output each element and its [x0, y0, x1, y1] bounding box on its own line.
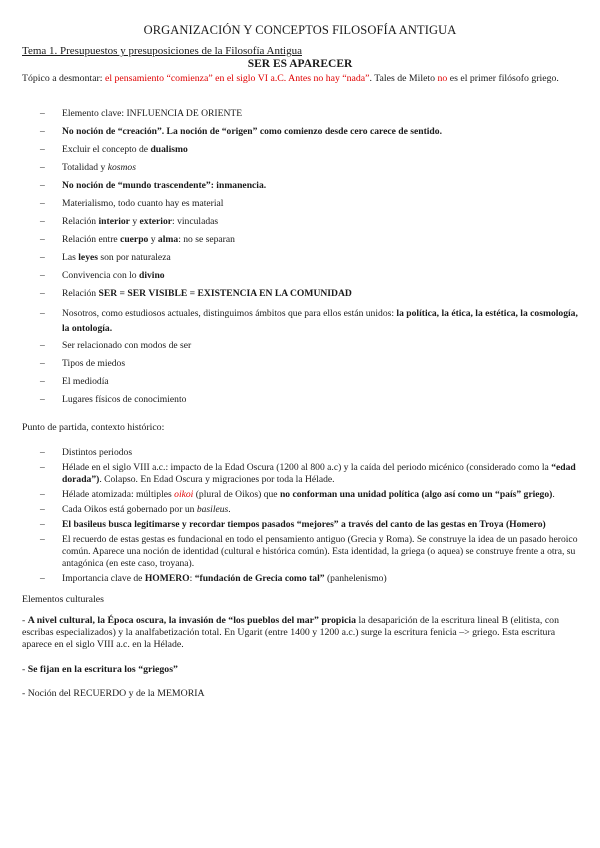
dash-bullet: – — [40, 180, 45, 191]
dash-bullet: – — [40, 358, 45, 369]
list-item — [22, 519, 582, 531]
list-item — [22, 462, 582, 486]
section-heading: SER ES APARECER — [247, 58, 353, 70]
list-item-bold: dualismo — [150, 144, 188, 155]
intro-paragraph — [22, 73, 582, 85]
page-title: ORGANIZACIÓN Y CONCEPTOS FILOSOFÍA ANTIGUA — [143, 23, 457, 37]
list-item-text: . — [228, 504, 231, 515]
list-item — [22, 234, 582, 246]
dash-bullet: – — [40, 489, 45, 500]
list-item — [22, 144, 582, 156]
list-item-text: son por naturaleza — [97, 252, 171, 263]
dash-bullet: – — [40, 234, 45, 245]
list-item-text: Relación entre — [62, 234, 121, 245]
dash-bullet: – — [40, 288, 45, 299]
list-item — [22, 198, 582, 210]
list-item-text: Cada Oikos está gobernado por un — [62, 504, 197, 515]
intro-middle: . Tales de Mileto — [369, 73, 438, 84]
paragraph-text: - — [22, 664, 28, 675]
paragraph-text: - — [22, 615, 28, 626]
list-item-text: Relación — [62, 288, 99, 299]
dash-bullet: – — [40, 198, 45, 209]
list-item-bold: la política, la ética, la estética, la cosmología, la ontología. — [62, 308, 578, 334]
cultural-label: Elementos culturales — [22, 594, 104, 605]
key-ideas-list — [22, 108, 582, 406]
list-item-bold: SER = SER VISIBLE = EXISTENCIA EN LA COMUNIDAD — [98, 288, 352, 299]
list-item-text: Relación — [62, 216, 99, 227]
list-item-bold: “edad dorada”) — [62, 462, 576, 485]
intro-red-text: el pensamiento “comienza” en el siglo VI a.C. Antes no hay “nada” — [104, 73, 370, 84]
list-item-text: : — [189, 573, 195, 584]
list-item — [22, 447, 582, 459]
list-item-text: Hélade atomizada: múltiples — [62, 489, 175, 500]
list-item-text: y — [148, 234, 158, 245]
list-item-bold: alma — [157, 234, 179, 245]
list-item-text: No noción de “creación”. La noción de “origen” como comienzo desde cero carece de sentido. — [62, 126, 442, 137]
list-item — [22, 573, 582, 585]
list-item-text: Excluir el concepto de — [62, 144, 151, 155]
list-item — [22, 358, 582, 370]
list-item — [22, 252, 582, 264]
paragraph-bold: Se fijan en la escritura los “griegos” — [27, 664, 178, 675]
list-item-text: El mediodía — [62, 376, 109, 387]
list-item-bold: interior — [98, 216, 130, 227]
intro-prefix: Tópico a desmontar: — [22, 73, 105, 84]
list-item-text: Materialismo, todo cuanto hay es material — [62, 198, 224, 209]
dash-bullet: – — [40, 394, 45, 405]
list-item-bold: leyes — [78, 252, 98, 263]
cultural-paragraph-1 — [22, 615, 582, 651]
list-item — [22, 126, 582, 138]
paragraph-text: la desaparición de la escritura lineal B (elitista, con escribas especializados) y la analfabetización total. En Ugarit (entre 1400 y 1200 a.c.) surge la escritura fenicia –> griego. Esta escritura aparece en el siglo VIII a.c. en la Hélade. — [22, 615, 559, 650]
list-item-text: Totalidad y — [62, 162, 108, 173]
dash-bullet: – — [40, 573, 45, 584]
list-item-bold: : inmanencia. — [210, 180, 267, 191]
list-item-text: : vinculadas — [172, 216, 219, 227]
intro-red-no: no — [437, 73, 448, 84]
list-item-bold: HOMERO — [144, 573, 190, 584]
list-item-text: Las — [62, 252, 79, 263]
list-item — [22, 489, 582, 501]
dash-bullet: – — [40, 252, 45, 263]
cultural-paragraph-3: - Noción del RECUERDO y de la MEMORIA — [22, 688, 205, 699]
dash-bullet: – — [40, 308, 45, 319]
list-item-text: Elemento clave: INFLUENCIA DE ORIENTE — [62, 108, 243, 119]
dash-bullet: – — [40, 126, 45, 137]
intro-suffix: es el primer filósofo griego. — [447, 73, 559, 84]
list-item-text: Ser relacionado con modos de ser — [62, 340, 192, 351]
list-item — [22, 340, 582, 352]
list-item-bold: divino — [139, 270, 165, 281]
list-item-text: : no se separan — [178, 234, 235, 245]
list-item — [22, 162, 582, 174]
list-item-text: Nosotros, como estudiosos actuales, distinguimos ámbitos que para ellos están unidos: — [62, 308, 397, 319]
list-item — [22, 306, 582, 336]
dash-bullet: – — [40, 534, 45, 545]
list-item-bold: El basileus busca legitimarse y recordar tiempos pasados “mejores” a través del canto de las gestas en Troya (Homero) — [62, 519, 546, 530]
list-item-text: El recuerdo de estas gestas es fundacional en todo el pensamiento antiguo (Grecia y Roma). Se construye la idea de un pasado heroico común. Aparece una noción de identidad (cultural e histórica común). Esta identidad, la griega (o aquea) se construye frente a otra, su antagónica (en este caso, troyana). — [62, 534, 578, 569]
topic-subtitle: Tema 1. Presupuestos y presuposiciones de la Filosofía Antigua — [22, 45, 302, 57]
list-item — [22, 180, 582, 192]
paragraph-bold: A nivel cultural, la Época oscura, la invasión de “los pueblos del mar” propicia — [27, 615, 357, 626]
dash-bullet: – — [40, 447, 45, 458]
list-item — [22, 216, 582, 228]
list-item — [22, 288, 582, 300]
dash-bullet: – — [40, 519, 45, 530]
dash-bullet: – — [40, 340, 45, 351]
list-item-bold: cuerpo — [120, 234, 149, 245]
list-item — [22, 394, 582, 406]
list-item — [22, 504, 582, 516]
list-item-bold: exterior — [139, 216, 173, 227]
historical-context-list — [22, 447, 582, 585]
list-item-text: Convivencia con lo — [62, 270, 139, 281]
dash-bullet: – — [40, 376, 45, 387]
list-item-bold: no conforman una unidad política (algo así como un “país” griego) — [279, 489, 553, 500]
list-item-bold: No noción de “mundo trascendente” — [62, 180, 211, 191]
list-item-text: Distintos periodos — [62, 447, 133, 458]
list-item — [22, 108, 582, 120]
list-item-italic: oikoi — [174, 489, 194, 500]
list-item — [22, 376, 582, 388]
list-item-italic: kosmos — [107, 162, 136, 173]
list-item-text: Importancia clave de — [62, 573, 145, 584]
dash-bullet: – — [40, 504, 45, 515]
list-item-italic: basileus — [196, 504, 229, 515]
list-item — [22, 534, 582, 570]
context-label: Punto de partida, contexto histórico: — [22, 422, 165, 433]
cultural-paragraph-2 — [22, 664, 582, 676]
list-item-text: (plural de Oikos) que — [193, 489, 280, 500]
list-item-text: . — [552, 489, 555, 500]
dash-bullet: – — [40, 108, 45, 119]
list-item-text: Lugares físicos de conocimiento — [62, 394, 187, 405]
dash-bullet: – — [40, 462, 45, 473]
list-item-text: Tipos de miedos — [62, 358, 126, 369]
dash-bullet: – — [40, 162, 45, 173]
dash-bullet: – — [40, 144, 45, 155]
list-item-text: . Colapso. En Edad Oscura y migraciones por toda la Hélade. — [99, 474, 335, 485]
list-item-text: (panhelenismo) — [324, 573, 387, 584]
list-item-text: Hélade en el siglo VIII a.c.: impacto de la Edad Oscura (1200 al 800 a.c) y la caída del periodo micénico (considerado como la — [62, 462, 552, 473]
list-item-text: y — [129, 216, 140, 227]
dash-bullet: – — [40, 216, 45, 227]
dash-bullet: – — [40, 270, 45, 281]
list-item — [22, 270, 582, 282]
list-item-bold: “fundación de Grecia como tal” — [194, 573, 325, 584]
